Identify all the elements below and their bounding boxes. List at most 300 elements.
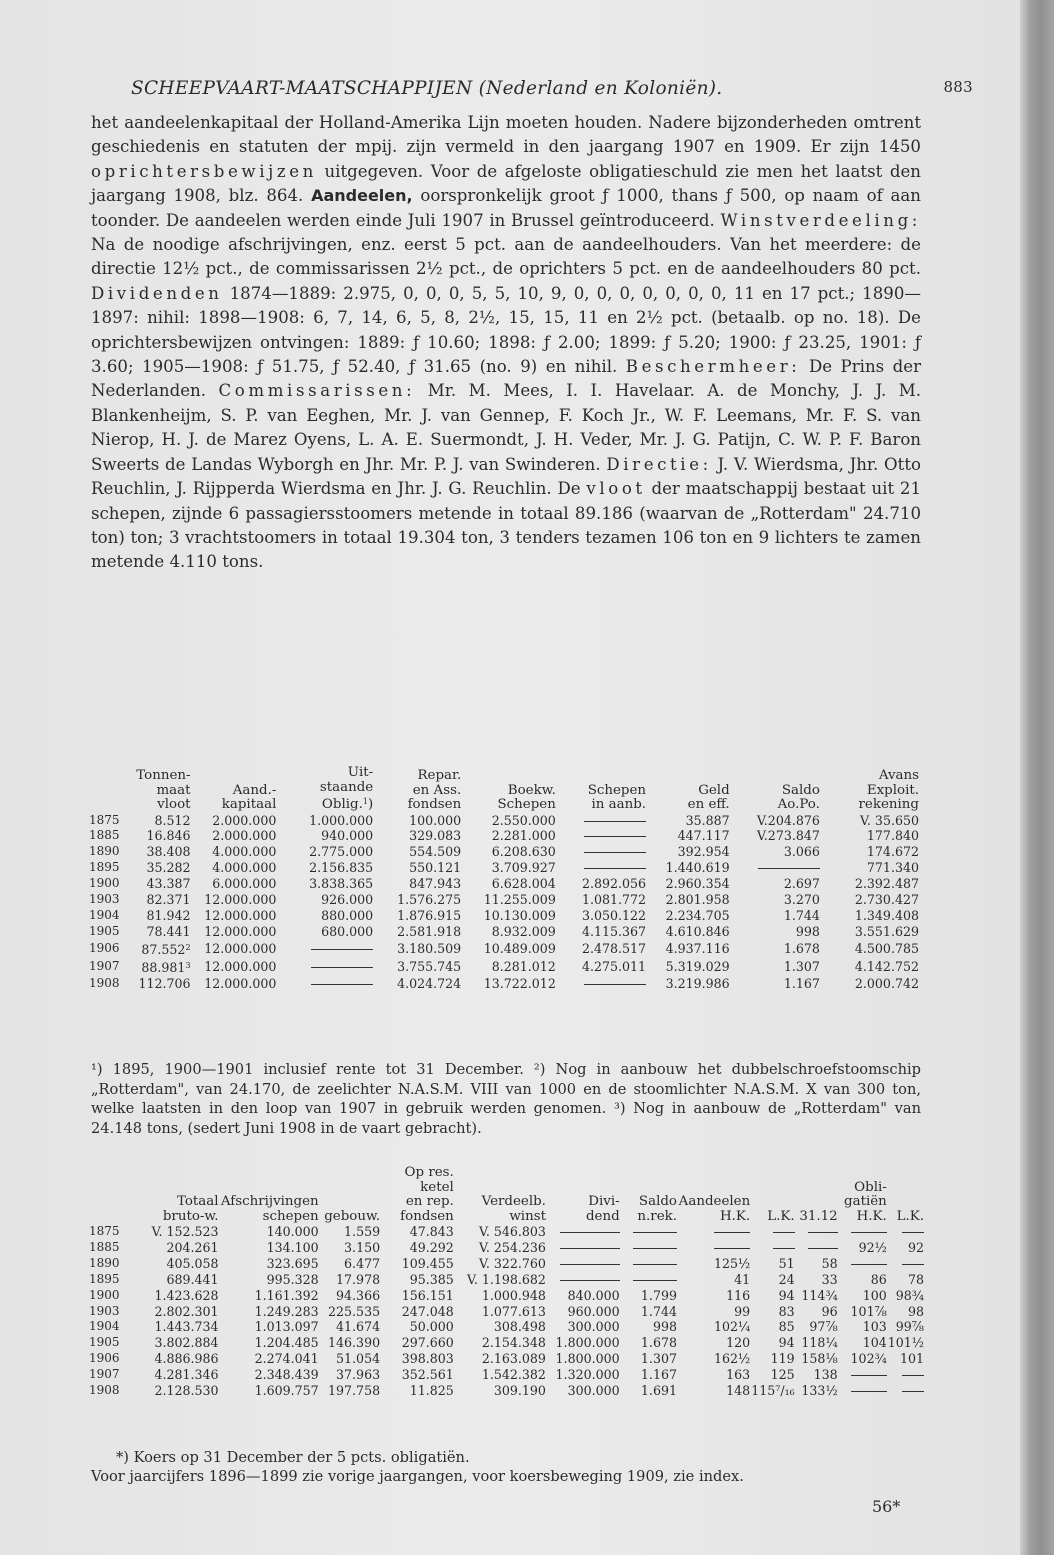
value-cell: 1.876.915 (397, 907, 462, 923)
value-cell: 1.423.628 (154, 1287, 219, 1303)
table-row (89, 1224, 924, 1240)
value-cell: 158⅛ (801, 1351, 838, 1367)
year-cell: 1900 (89, 1287, 120, 1302)
year-cell: 1904 (89, 1319, 120, 1334)
value-cell: 38.408 (146, 844, 191, 860)
value-cell: 11.255.009 (483, 892, 556, 908)
value-cell: 4.610.846 (665, 923, 730, 939)
dash-placeholder (584, 836, 646, 837)
table-row (89, 844, 919, 860)
value-cell: 118¼ (801, 1335, 838, 1351)
year-cell: 1890 (89, 844, 120, 859)
year-cell: 1905 (89, 923, 120, 938)
value-cell: 197.758 (328, 1383, 381, 1399)
dash-placeholder (714, 1232, 750, 1233)
year-cell: 1903 (89, 1303, 120, 1318)
value-cell (838, 1367, 887, 1383)
value-cell: 12.000.000 (204, 892, 277, 908)
footnote-koers: *) Koers op 31 December der 5 pcts. obligatiën. (116, 1449, 470, 1466)
value-cell: 16.846 (146, 828, 191, 844)
value-cell: 51.054 (336, 1351, 381, 1367)
dash-placeholder (584, 984, 646, 985)
value-cell (276, 976, 373, 992)
value-cell: 3.219.986 (665, 975, 730, 991)
value-cell: 771.340 (866, 860, 919, 876)
value-cell: 125 (770, 1367, 795, 1383)
value-cell: 88.981$^3$ (141, 959, 191, 975)
value-cell: 12.000.000 (204, 958, 277, 974)
value-cell: 94 (778, 1335, 795, 1351)
table-row (89, 1367, 924, 1383)
value-cell: 163 (726, 1367, 751, 1383)
value-cell: 3.050.122 (581, 907, 647, 923)
value-cell: 41.674 (336, 1319, 381, 1335)
value-cell: V.204.876 (756, 812, 820, 828)
value-cell: 2.156.835 (309, 860, 374, 876)
column-header: Saldo Ao.Po. (777, 782, 820, 812)
value-cell: 162½ (713, 1351, 751, 1367)
value-cell: 99 (734, 1303, 751, 1319)
value-cell: V. 35.650 (860, 812, 919, 828)
value-cell: 2.478.517 (581, 940, 647, 956)
value-cell: 998 (652, 1319, 677, 1335)
year-cell: 1900 (89, 876, 120, 891)
dash-placeholder (851, 1232, 887, 1233)
running-title: SCHEEPVAART-MAATSCHAPPIJEN (Nederland en Koloniën). (131, 78, 723, 99)
value-cell: 98¾ (895, 1287, 924, 1303)
value-cell: 50.000 (409, 1319, 454, 1335)
value-cell (620, 1272, 677, 1288)
value-cell: 960.000 (567, 1303, 620, 1319)
value-cell (620, 1240, 677, 1256)
year-cell: 1903 (89, 892, 120, 907)
dash-placeholder (311, 984, 373, 985)
table-row (89, 908, 919, 924)
dash-placeholder (851, 1391, 887, 1392)
value-cell: 3.150 (344, 1239, 381, 1255)
dash-placeholder (633, 1232, 677, 1233)
value-cell: 1.307 (783, 958, 820, 974)
dash-placeholder (633, 1248, 677, 1249)
dash-placeholder (311, 967, 373, 968)
value-cell: 3.180.509 (397, 940, 462, 956)
table-row (89, 1383, 924, 1399)
value-cell: 1.013.097 (254, 1319, 319, 1335)
value-cell: 1.307 (640, 1351, 677, 1367)
profit-loss-table (89, 1166, 924, 1399)
dash-placeholder (758, 868, 820, 869)
value-cell: 1.678 (783, 940, 820, 956)
value-cell: 1.440.619 (665, 860, 730, 876)
value-cell: 83 (778, 1303, 795, 1319)
value-cell (276, 958, 373, 976)
value-cell: V. 152.523 (151, 1224, 219, 1239)
value-cell: 3.270 (783, 892, 820, 908)
value-cell: 8.512 (154, 812, 191, 828)
text-run: 1874—1889: 2.975, 0, 0, 0, 5, 5, 10, 9, 0, 0, 0, 0, 0, 0, 0, 11 en 17 pct.; 1890—1897: nihil: 1898—1908: 6, 7, 14, 6, 5, 8, 2½, 15, 15, 11 en 2½ pct. (betaalb. op no. 18). De oprichtersbewijzen ontvingen: 1889: ƒ 10.60; 1898: ƒ 2.00; 1899: ƒ 5.20; 1900: ƒ 23.25, 1901: ƒ 3.60; 1905—1908: ƒ 51.75, ƒ 52.40, ƒ 31.65 (no. 9) en nihil. (91, 283, 921, 377)
value-cell: 4.937.116 (665, 940, 730, 956)
value-cell: 1.443.734 (154, 1319, 219, 1335)
value-cell: 940.000 (321, 828, 374, 844)
table-row (89, 892, 919, 908)
column-header: Schepen in aanb. (587, 782, 647, 812)
table-row (89, 1304, 924, 1320)
footnote-text: ¹) 1895, 1900—1901 inclusief rente tot 31 December. ²) Nog in aanbouw het dubbelschroefstoomschip „Rotterdam", van 24.170, de zeelichter N.A.S.M. VIII van 1000 en de stoomlichter N.A.S.M. X van 300 ton, welke laatsten in den loop van 1907 in gebruik werden genomen. ³) Nog in aanbouw de „Rotterdam" van 24.148 tons, (sedert Juni 1908 in de vaart gebracht). (91, 1061, 921, 1137)
value-cell: V.273.847 (756, 828, 820, 844)
value-cell: 550.121 (409, 860, 462, 876)
value-cell: 329.083 (409, 828, 462, 844)
value-cell: 134.100 (266, 1239, 319, 1255)
value-cell: 6.208.630 (491, 844, 556, 860)
column-header: gebouw. (324, 1208, 381, 1224)
value-cell: 13.722.012 (483, 975, 556, 991)
table-row (89, 1351, 924, 1367)
value-cell: 1.609.757 (254, 1383, 319, 1399)
value-cell: 78 (907, 1271, 924, 1287)
value-cell: 2.128.530 (154, 1383, 219, 1399)
table-header-row (89, 766, 919, 813)
column-header: Tonnen- maat vloot (136, 768, 191, 812)
text-run: Na de noodige afschrijvingen, enz. eerst 5 pct. aan de aandeelhouders. Van het meerdere: de directie 12½ pct., de commissarissen 2½ pct., de oprichters 5 pct. en de aandeelhouders 80 pct. (91, 235, 921, 279)
dash-placeholder (633, 1264, 677, 1265)
value-cell: 204.261 (166, 1239, 219, 1255)
value-cell: 689.441 (166, 1271, 219, 1287)
column-header: Repar. en Ass. fondsen (407, 768, 462, 812)
value-cell: 1.320.000 (555, 1367, 620, 1383)
value-cell: 138 (813, 1367, 838, 1383)
value-cell: 1.000.000 (309, 812, 374, 828)
value-cell: 1.000.948 (481, 1287, 546, 1303)
value-cell: 2.274.041 (254, 1351, 319, 1367)
value-cell: 4.000.000 (212, 860, 277, 876)
value-cell: 174.672 (866, 844, 919, 860)
value-cell: 1.691 (640, 1383, 677, 1399)
value-cell: 3.802.884 (154, 1335, 219, 1351)
column-header: Afschrijvingen schepen (220, 1194, 319, 1224)
value-cell: 3.709.927 (491, 860, 556, 876)
table-row (89, 813, 919, 829)
value-cell: 880.000 (321, 907, 374, 923)
year-cell: 1875 (89, 812, 120, 827)
value-cell: 2.154.348 (481, 1335, 546, 1351)
heading-aandeelen: Aandeelen, (311, 186, 413, 206)
value-cell: 2.000.000 (212, 812, 277, 828)
year-cell: 1906 (89, 940, 120, 955)
year-cell: 1904 (89, 907, 120, 922)
table-row (89, 876, 919, 892)
dash-placeholder (808, 1248, 838, 1249)
value-cell: 49.292 (409, 1239, 454, 1255)
column-header: Aandeelen H.K. (678, 1194, 751, 1224)
value-cell: 12.000.000 (204, 907, 277, 923)
table-row (89, 1288, 924, 1304)
value-cell: 405.058 (166, 1255, 219, 1271)
dash-placeholder (714, 1248, 750, 1249)
value-cell: 8.932.009 (491, 923, 556, 939)
value-cell: 119 (770, 1351, 795, 1367)
dash-placeholder (808, 1232, 838, 1233)
value-cell (838, 1224, 887, 1240)
value-cell: 47.843 (409, 1224, 454, 1239)
value-cell: 17.978 (336, 1271, 381, 1287)
value-cell: 120 (726, 1335, 751, 1351)
year-cell: 1885 (89, 828, 120, 843)
value-cell: 300.000 (567, 1383, 620, 1399)
value-cell: 99⅞ (895, 1319, 924, 1335)
table-row (89, 940, 919, 958)
value-cell: 3.838.365 (309, 876, 374, 892)
value-cell: 78.441 (146, 923, 191, 939)
value-cell: 94.366 (336, 1287, 381, 1303)
value-cell: 3.551.629 (854, 923, 919, 939)
year-cell: 1907 (89, 958, 120, 973)
value-cell: 4.275.011 (581, 958, 647, 974)
value-cell: 308.498 (493, 1319, 546, 1335)
value-cell: 2.775.000 (309, 844, 374, 860)
value-cell: 1.077.613 (481, 1303, 546, 1319)
value-cell (620, 1256, 677, 1272)
dash-placeholder (851, 1375, 887, 1376)
value-cell: 2.234.705 (665, 907, 730, 923)
value-cell: 297.660 (401, 1335, 454, 1351)
value-cell (887, 1256, 924, 1272)
year-cell: 1890 (89, 1255, 120, 1270)
value-cell: 6.000.000 (212, 876, 277, 892)
value-cell: 398.803 (401, 1351, 454, 1367)
table-row (89, 1319, 924, 1335)
value-cell (546, 1224, 620, 1240)
value-cell: 82.371 (146, 892, 191, 908)
value-cell: 133½ (801, 1383, 838, 1399)
table-row (89, 828, 919, 844)
dash-placeholder (633, 1280, 677, 1281)
text-run: De Prins der Nederlanden. (91, 357, 922, 401)
value-cell: 1.559 (344, 1224, 381, 1239)
value-cell: 2.281.000 (491, 828, 556, 844)
value-cell: 95.385 (409, 1271, 454, 1287)
value-cell: 4.281.346 (154, 1367, 219, 1383)
value-cell: V. 1.198.682 (466, 1271, 546, 1287)
dash-placeholder (773, 1232, 795, 1233)
body-text (91, 111, 921, 575)
column-header: 31.12 (799, 1208, 838, 1224)
value-cell: 177.840 (866, 828, 919, 844)
column-header: Saldo n.rek. (637, 1194, 677, 1224)
text-run: der maatschappij bestaat uit 21 schepen, zijnde 6 passagiersstoomers metende in totaal 89.186 (waarvan de „Rotterdam" 24.710 ton) ton; 3 vrachtstoomers in totaal 19.304 ton, 3 tenders tezamen 106 ton en 9 lichters te zamen metende 4.110 tons. (91, 479, 922, 572)
value-cell: 1.744 (783, 907, 820, 923)
value-cell: 81.942 (146, 907, 191, 923)
dash-placeholder (902, 1375, 924, 1376)
dash-placeholder (311, 949, 373, 950)
value-cell: 1.799 (640, 1287, 677, 1303)
column-header: Avans Exploit. rekening (858, 768, 919, 812)
value-cell: 33 (821, 1271, 838, 1287)
value-cell: 2.163.089 (481, 1351, 546, 1367)
dash-placeholder (584, 852, 646, 853)
value-cell: 1.081.772 (581, 892, 647, 908)
value-cell: 4.500.785 (854, 940, 919, 956)
column-header: Uit- staande Oblig.$^1$) (319, 765, 374, 812)
value-cell: 3.066 (783, 844, 820, 860)
value-cell: 6.477 (344, 1255, 381, 1271)
book-binding-shadow (1020, 0, 1054, 1555)
value-cell: 554.509 (409, 844, 462, 860)
table-footnotes (91, 1060, 921, 1138)
spaced-term-beschermheer: Beschermheer: (625, 357, 801, 377)
table-row (89, 924, 919, 940)
column-header: Totaal bruto-w. (162, 1194, 219, 1224)
column-header: Op res. ketel en rep. fondsen (400, 1165, 454, 1224)
column-header: Boekw. Schepen (497, 782, 556, 812)
value-cell: 92½ (858, 1239, 887, 1255)
value-cell: 2.000.000 (212, 828, 277, 844)
value-cell: 101⅞ (850, 1303, 887, 1319)
value-cell: 97⅞ (809, 1319, 838, 1335)
value-cell (556, 976, 646, 992)
table-row (89, 958, 919, 976)
value-cell (838, 1256, 887, 1272)
table-row (89, 1256, 924, 1272)
value-cell: 12.000.000 (204, 975, 277, 991)
dash-placeholder (560, 1280, 620, 1281)
value-cell: 114¾ (801, 1287, 838, 1303)
dash-placeholder (560, 1232, 620, 1233)
value-cell: 323.695 (266, 1255, 319, 1271)
value-cell: 112.706 (138, 975, 191, 991)
value-cell (677, 1224, 750, 1240)
value-cell (276, 940, 373, 958)
value-cell: 12.000.000 (204, 923, 277, 939)
value-cell (556, 828, 646, 844)
value-cell: 24 (778, 1271, 795, 1287)
column-header: L.K. (896, 1208, 924, 1224)
dash-placeholder (902, 1264, 924, 1265)
spaced-term-directie: Directie: (606, 454, 712, 474)
value-cell: 1.161.392 (254, 1287, 319, 1303)
spaced-term-oprichtersbewijzen: oprichtersbewijzen (91, 161, 317, 181)
dash-placeholder (773, 1248, 795, 1249)
text-run: het aandeelenkapitaal der Holland-Amerika Lijn moeten houden. Nadere bijzonderheden omtrent geschiedenis en statuten der mpij. zijn vermeld in den jaargang 1907 en 1909. Er zijn 1450 (91, 113, 921, 157)
column-header (89, 1166, 120, 1224)
value-cell: 35.282 (146, 860, 191, 876)
value-cell: 2.392.487 (854, 876, 919, 892)
dash-placeholder (560, 1248, 620, 1249)
value-cell: 1.800.000 (555, 1335, 620, 1351)
company-paragraph (91, 111, 921, 575)
column-header (89, 766, 131, 813)
value-cell: 1.576.275 (397, 892, 462, 908)
value-cell: 101 (899, 1351, 924, 1367)
value-cell: 392.954 (677, 844, 730, 860)
value-cell: 2.960.354 (665, 876, 730, 892)
value-cell: 140.000 (266, 1224, 319, 1239)
value-cell: 148 (726, 1383, 751, 1399)
text-run: oorspronkelijk groot ƒ 1000, thans ƒ 500, op naam of aan toonder. De aandeelen werden einde Juli 1907 in Brussel geïntroduceerd. (91, 186, 921, 230)
value-cell: 2.348.439 (254, 1367, 319, 1383)
value-cell: 3.755.745 (397, 958, 462, 974)
value-cell: 85 (778, 1319, 795, 1335)
year-cell: 1907 (89, 1367, 120, 1382)
table-row (89, 860, 919, 876)
value-cell: 4.000.000 (212, 844, 277, 860)
value-cell: 225.535 (328, 1303, 381, 1319)
spaced-term-dividenden: Dividenden (91, 283, 223, 303)
value-cell: 5.319.029 (665, 958, 730, 974)
year-cell: 1875 (89, 1224, 120, 1238)
value-cell: 1.204.485 (254, 1335, 319, 1351)
column-header: Geld en eff. (687, 782, 730, 812)
year-cell: 1905 (89, 1335, 120, 1350)
value-cell: 8.281.012 (491, 958, 556, 974)
value-cell: 926.000 (321, 892, 374, 908)
value-cell: 2.581.918 (397, 923, 462, 939)
value-cell: 98 (907, 1303, 924, 1319)
text-run: Mr. M. Mees, I. I. Havelaar. A. de Monchy, J. J. M. Blankenheijm, S. P. van Eeghen, Mr. J. van Gennep, F. Koch Jr., W. F. Leemans, Mr. F. S. van Nierop, H. J. de Marez Oyens, L. A. E. Suermondt, J. H. Veder, Mr. J. G. Patijn, C. W. P. F. Baron Sweerts de Landas Wyborgh en Jhr. Mr. P. J. van Swinderen. (91, 381, 922, 474)
value-cell: 156.151 (401, 1287, 454, 1303)
value-cell: 10.489.009 (483, 940, 556, 956)
value-cell (546, 1272, 620, 1288)
spaced-term-commissarissen: Commissarissen: (218, 381, 416, 401)
value-cell: 104 (862, 1335, 887, 1351)
year-cell: 1885 (89, 1239, 120, 1254)
page-number: 883 (943, 78, 973, 96)
value-cell: 37.963 (336, 1367, 381, 1383)
value-cell: 100 (862, 1287, 887, 1303)
value-cell: 100.000 (409, 812, 462, 828)
value-cell: 12.000.000 (204, 940, 277, 956)
value-cell (546, 1256, 620, 1272)
year-cell: 1906 (89, 1351, 120, 1366)
spaced-term-vloot: vloot (586, 479, 646, 499)
value-cell: 2.730.427 (854, 892, 919, 908)
value-cell (556, 860, 646, 876)
value-cell: 2.697 (783, 876, 820, 892)
dash-placeholder (902, 1391, 924, 1392)
value-cell: 1.349.408 (854, 907, 919, 923)
value-cell: 43.387 (146, 876, 191, 892)
column-header: Verdeelb. winst (481, 1194, 546, 1224)
value-cell: 6.628.004 (491, 876, 556, 892)
value-cell: V. 322.760 (478, 1255, 546, 1271)
balance-table (89, 766, 919, 991)
value-cell: 41 (734, 1271, 751, 1287)
value-cell: V. 254.236 (478, 1239, 546, 1255)
dash-placeholder (902, 1232, 924, 1233)
value-cell (546, 1240, 620, 1256)
column-header: Aand.- kapitaal (221, 782, 277, 812)
value-cell: 103 (862, 1319, 887, 1335)
value-cell (620, 1224, 677, 1240)
dash-placeholder (560, 1264, 620, 1265)
value-cell: 58 (821, 1255, 838, 1271)
year-cell: 1908 (89, 975, 120, 990)
value-cell: 998 (795, 923, 820, 939)
value-cell: 1.167 (640, 1367, 677, 1383)
value-cell: 995.328 (266, 1271, 319, 1287)
value-cell: 87.552$^2$ (141, 941, 191, 957)
value-cell: 2.000.742 (854, 975, 919, 991)
value-cell (795, 1240, 838, 1256)
value-cell: 10.130.009 (483, 907, 556, 923)
value-cell: 86 (870, 1271, 887, 1287)
value-cell: 94 (778, 1287, 795, 1303)
value-cell (677, 1240, 750, 1256)
table-row (89, 1240, 924, 1256)
value-cell: 116 (726, 1287, 751, 1303)
value-cell: 840.000 (567, 1287, 620, 1303)
year-cell: 1895 (89, 860, 120, 875)
footnote-jaarcijfers: Voor jaarcijfers 1896—1899 zie vorige jaargangen, voor koersbeweging 1909, zie index. (91, 1468, 744, 1485)
